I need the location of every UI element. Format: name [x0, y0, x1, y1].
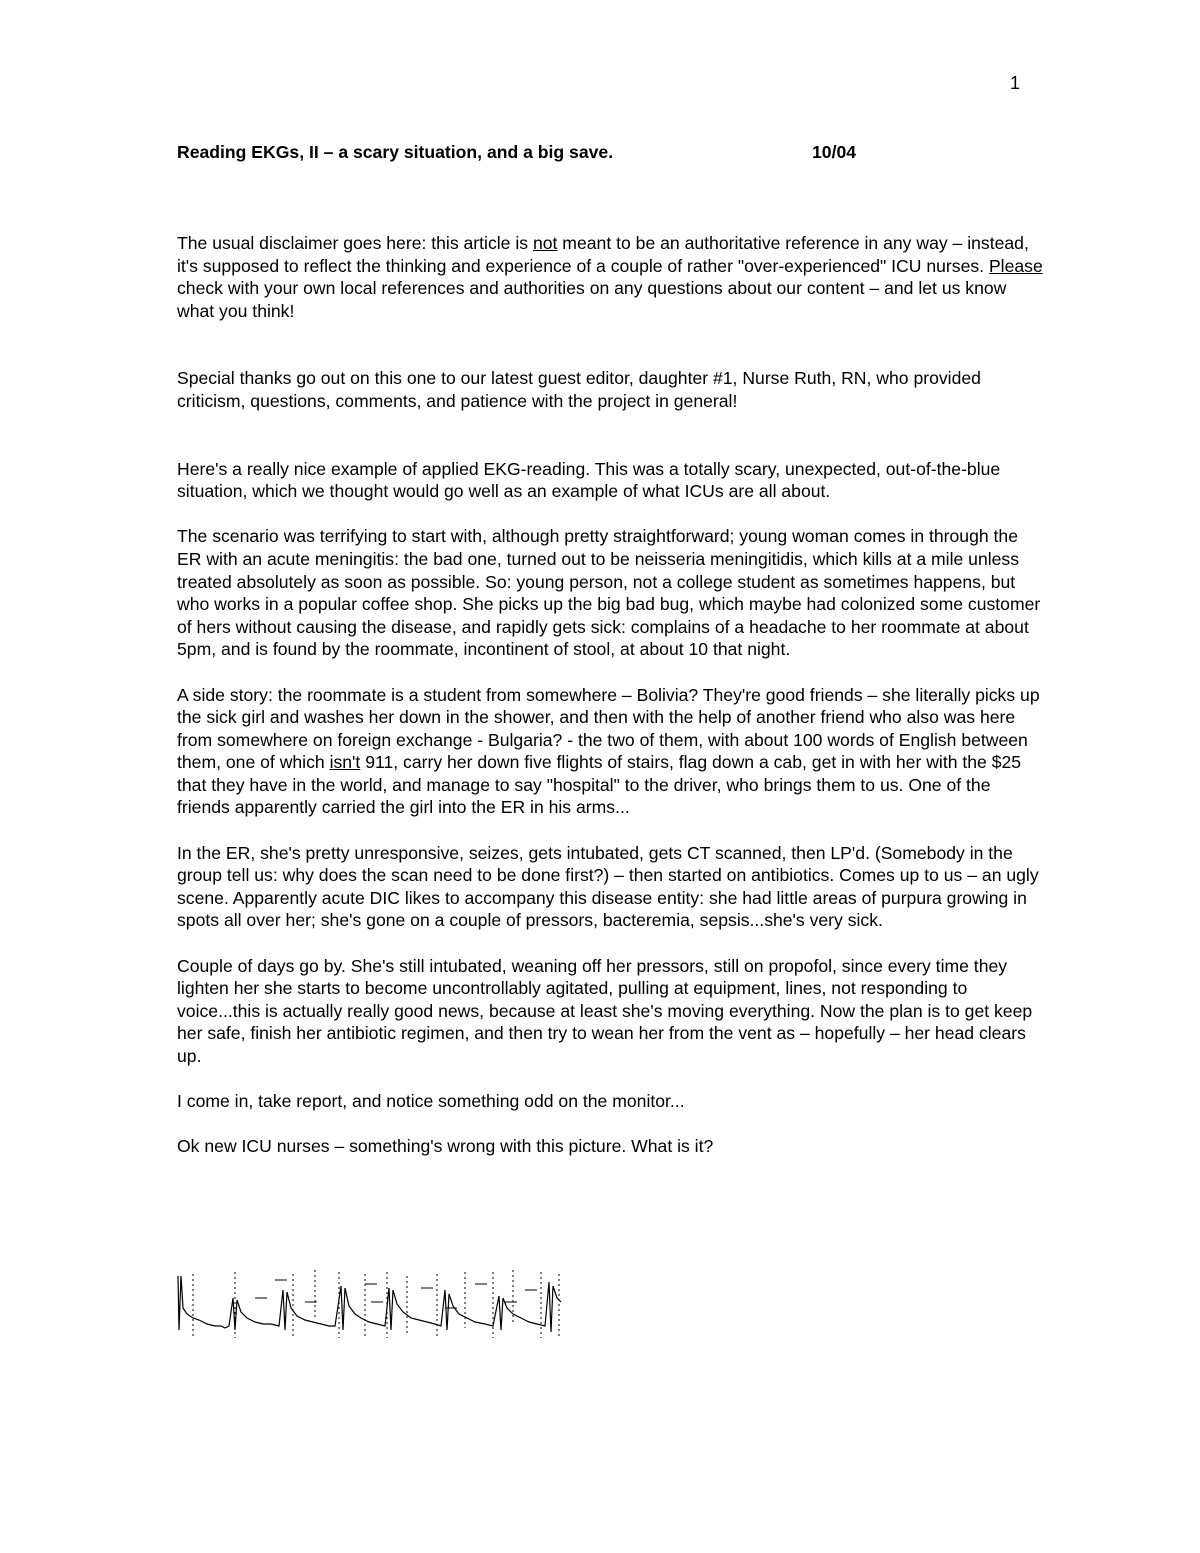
article-date: 10/04: [812, 142, 857, 162]
disclaimer-underline-please: Please: [988, 255, 1043, 276]
article-header: [177, 141, 1047, 165]
disclaimer-underline-not: not: [532, 233, 558, 253]
article-title: Reading EKGs, II – a scary situation, and a big save.: [177, 142, 614, 162]
report-paragraph: I come in, take report, and notice something odd on the monitor...: [177, 1091, 685, 1112]
page-number: 1: [1009, 73, 1020, 93]
disclaimer-paragraph: [177, 232, 1047, 322]
question-paragraph: Ok new ICU nurses – something's wrong with this picture. What is it?: [177, 1136, 714, 1157]
disclaimer-text-2: meant to be an authoritative reference in any way – instead, it's supposed to reflect the thinking and experience of a couple of rather "over-experienced" ICU nurses.: [177, 233, 1029, 276]
disclaimer-text-3: check with your own local references and authorities on any questions about our content – and let us know what you think!: [177, 278, 1007, 321]
article-body: [177, 141, 1047, 1181]
intro-paragraph: Here's a really nice example of applied EKG-reading. This was a totally scary, unexpected, out-of-the-blue situation, which we thought would go well as an example of what ICUs are all about.: [177, 458, 1001, 502]
scenario-paragraph: The scenario was terrifying to start with, although pretty straightforward; young woman comes in through the ER with an acute meningitis: the bad one, turned out to be neisseria meningitidis, which kills at a mile unless treated absolutely as soon as possible. So: young person, not a college student as sometimes happens, but who works in a popular coffee shop. She picks up the big bad bug, which maybe had colonized some customer of hers without causing the disease, and rapidly gets sick: complains of a headache to her roommate at about 5pm, and is found by the roommate, incontinent of stool, at about 10 that night.: [177, 526, 1041, 660]
er-paragraph: In the ER, she's pretty unresponsive, seizes, gets intubated, gets CT scanned, then LP'd. (Somebody in the group tell us: why does the scan need to be done first?) – then started on antibiotics. Comes up to us – an ugly scene. Apparently acute DIC likes to accompany this disease entity: she had little areas of purpura growing in spots all over her; she's gone on a couple of pressors, bacteremia, sepsis...she's very sick.: [177, 842, 1039, 931]
days-paragraph: Couple of days go by. She's still intubated, weaning off her pressors, still on propofol, since every time they lighten her she starts to become uncontrollably agitated, pulling at equipment, lines, not responding to voice...this is actually really good news, because at least she's moving everything. Now the plan is to get keep her safe, finish her antibiotic regimen, and then try to wean her from the vent as – hopefully – her head clears up.: [177, 955, 1033, 1066]
side-story-paragraph: [177, 684, 1047, 820]
side-story-underline-isnt: isn't: [329, 752, 361, 773]
ekg-strip-image: [175, 1268, 565, 1343]
side-story-text-1: A side story: the roommate is a student from somewhere – Bolivia? They're good friends – she literally picks up the sick girl and washes her down in the shower, and then with the help of another friend who also was here from somewhere on foreign exchange - Bulgaria? - the two of them, with about 100 words of English between them, one of which: [177, 684, 1040, 773]
thanks-paragraph: Special thanks go out on this one to our latest guest editor, daughter #1, Nurse Ruth, RN, who provided criticism, questions, comments, and patience with the project in general!: [177, 368, 981, 411]
disclaimer-text-1: The usual disclaimer goes here: this article is: [177, 233, 533, 253]
side-story-text-2: 911, carry her down five flights of stairs, flag down a cab, get in with her with the $25 that they have in the world, and manage to say "hospital" to the driver, who brings them to us. One of the friends apparently carried the girl into the ER in his arms...: [177, 752, 1022, 818]
